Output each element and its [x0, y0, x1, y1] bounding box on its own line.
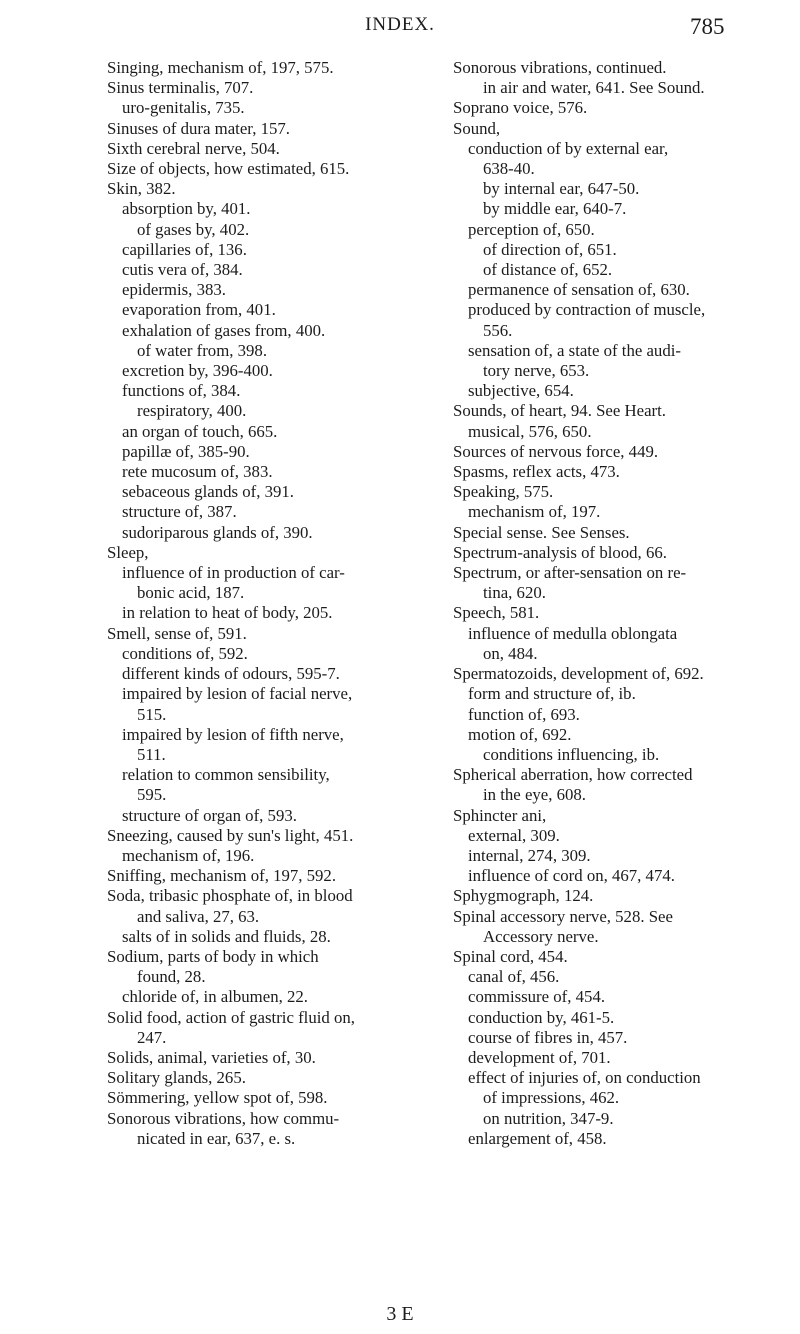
index-entry: of impressions, 462.: [483, 1088, 620, 1108]
index-entry: external, 309.: [468, 825, 560, 845]
index-entry: impaired by lesion of facial nerve,: [122, 684, 353, 704]
index-entry: Sömmering, yellow spot of, 598.: [107, 1088, 328, 1108]
index-entry: Smell, sense of, 591.: [107, 623, 247, 643]
index-entry: subjective, 654.: [468, 381, 574, 401]
index-entry: form and structure of, ib.: [468, 684, 636, 704]
index-entry: epidermis, 383.: [122, 280, 226, 300]
index-entry: Sounds, of heart, 94. See Heart.: [453, 401, 666, 421]
index-entry: Singing, mechanism of, 197, 575.: [107, 58, 334, 77]
index-entry: 247.: [137, 1027, 167, 1047]
index-entry: Spherical aberration, how corrected: [453, 765, 693, 785]
index-entry: function of, 693.: [468, 704, 580, 724]
index-entry: on nutrition, 347-9.: [483, 1108, 614, 1128]
index-entry: of direction of, 651.: [483, 239, 617, 259]
index-entry: evaporation from, 401.: [122, 300, 276, 320]
index-entry: chloride of, in albumen, 22.: [122, 987, 308, 1007]
index-entry: exhalation of gases from, 400.: [122, 320, 326, 340]
index-entry: on, 484.: [483, 643, 538, 663]
index-entry: sudoriparous glands of, 390.: [122, 522, 313, 542]
index-entry: Solid food, action of gastric fluid on,: [107, 1007, 355, 1027]
index-entry: course of fibres in, 457.: [468, 1027, 628, 1047]
index-entry: of distance of, 652.: [483, 260, 613, 280]
index-entry: Speech, 581.: [453, 603, 540, 623]
index-entry: Sodium, parts of body in which: [107, 946, 319, 966]
index-entry: Solids, animal, varieties of, 30.: [107, 1047, 316, 1067]
index-entry: uro-genitalis, 735.: [122, 98, 245, 118]
index-entry: Size of objects, how estimated, 615.: [107, 159, 350, 179]
index-entry: of water from, 398.: [137, 340, 268, 360]
index-entry: nicated in ear, 637, e. s.: [137, 1128, 296, 1148]
index-entry: influence of medulla oblongata: [468, 623, 678, 643]
running-header-title: INDEX.: [365, 14, 435, 35]
index-entry: Sonorous vibrations, continued.: [453, 58, 667, 77]
index-entry: 515.: [137, 704, 167, 724]
index-entry: conduction by, 461-5.: [468, 1007, 615, 1027]
index-entry: mechanism of, 196.: [122, 845, 255, 865]
index-column-right: [453, 58, 783, 1149]
index-entry: found, 28.: [137, 967, 206, 987]
index-entry: enlargement of, 458.: [468, 1128, 607, 1148]
index-entry: structure of, 387.: [122, 502, 237, 522]
index-entry: Sound,: [453, 118, 501, 138]
index-entry: motion of, 692.: [468, 724, 572, 744]
index-entry: rete mucosum of, 383.: [122, 462, 273, 482]
index-entry: Soda, tribasic phosphate of, in blood: [107, 886, 353, 906]
index-entry: commissure of, 454.: [468, 987, 606, 1007]
index-entry: Spinal cord, 454.: [453, 946, 568, 966]
index-entry: papillæ of, 385-90.: [122, 441, 250, 461]
index-entry: Sinus terminalis, 707.: [107, 78, 254, 98]
index-entry: in relation to heat of body, 205.: [122, 603, 333, 623]
index-entry: conditions of, 592.: [122, 643, 248, 663]
index-entry: permanence of sensation of, 630.: [468, 280, 690, 300]
index-entry: 638-40.: [483, 159, 535, 179]
page-number: 785: [690, 14, 725, 39]
index-entry: perception of, 650.: [468, 219, 595, 239]
index-entry: excretion by, 396-400.: [122, 361, 273, 381]
index-entry: in air and water, 641. See Sound.: [483, 78, 705, 98]
index-entry: Sixth cerebral nerve, 504.: [107, 138, 280, 158]
index-entry: Sources of nervous force, 449.: [453, 441, 659, 461]
index-entry: sensation of, a state of the audi-: [468, 340, 681, 360]
index-entry: conditions influencing, ib.: [483, 744, 660, 764]
index-entry: Soprano voice, 576.: [453, 98, 588, 118]
index-entry: structure of organ of, 593.: [122, 805, 297, 825]
index-entry: mechanism of, 197.: [468, 502, 601, 522]
index-column-left: [107, 58, 437, 1149]
index-entry: Solitary glands, 265.: [107, 1068, 246, 1088]
index-entry: 595.: [137, 785, 167, 805]
index-entry: relation to common sensibility,: [122, 765, 330, 785]
index-entry: Special sense. See Senses.: [453, 522, 630, 542]
index-entry: respiratory, 400.: [137, 401, 247, 421]
index-entry: Sleep,: [107, 542, 149, 562]
index-entry: Sphincter ani,: [453, 805, 547, 825]
index-entry: Spermatozoids, development of, 692.: [453, 664, 704, 684]
index-entry: produced by contraction of muscle,: [468, 300, 706, 320]
index-entry: Spectrum-analysis of blood, 66.: [453, 542, 667, 562]
index-entry: Speaking, 575.: [453, 482, 554, 502]
index-entry: capillaries of, 136.: [122, 239, 247, 259]
index-entry: conduction of by external ear,: [468, 138, 669, 158]
index-entry: and saliva, 27, 63.: [137, 906, 260, 926]
index-entry: canal of, 456.: [468, 967, 560, 987]
index-entry: Sonorous vibrations, how commu-: [107, 1108, 340, 1128]
index-entry: influence of cord on, 467, 474.: [468, 866, 675, 886]
index-entry: Spinal accessory nerve, 528. See: [453, 906, 673, 926]
index-entry: salts of in solids and fluids, 28.: [122, 926, 331, 946]
index-entry: 556.: [483, 320, 513, 340]
index-entry: tina, 620.: [483, 583, 546, 603]
index-entry: by middle ear, 640-7.: [483, 199, 627, 219]
index-entry: of gases by, 402.: [137, 219, 250, 239]
index-entry: Spectrum, or after-sensation on re-: [453, 563, 687, 583]
index-entry: effect of injuries of, on conduction: [468, 1068, 701, 1088]
index-entry: by internal ear, 647-50.: [483, 179, 640, 199]
index-entry: sebaceous glands of, 391.: [122, 482, 294, 502]
index-entry: internal, 274, 309.: [468, 845, 591, 865]
index-entry: bonic acid, 187.: [137, 583, 245, 603]
index-entry: Sphygmograph, 124.: [453, 886, 594, 906]
index-entry: musical, 576, 650.: [468, 421, 592, 441]
index-entry: functions of, 384.: [122, 381, 241, 401]
index-entry: 511.: [137, 744, 166, 764]
index-entry: Sneezing, caused by sun's light, 451.: [107, 825, 354, 845]
index-entry: influence of in production of car-: [122, 563, 345, 583]
index-entry: cutis vera of, 384.: [122, 260, 243, 280]
index-entry: absorption by, 401.: [122, 199, 251, 219]
index-entry: Sinuses of dura mater, 157.: [107, 118, 290, 138]
index-entry: Sniffing, mechanism of, 197, 592.: [107, 866, 337, 886]
index-entry: development of, 701.: [468, 1047, 611, 1067]
signature-mark: 3 E: [386, 1303, 414, 1325]
index-entry: in the eye, 608.: [483, 785, 586, 805]
index-entry: impaired by lesion of fifth nerve,: [122, 724, 344, 744]
index-entry: tory nerve, 653.: [483, 361, 590, 381]
index-entry: different kinds of odours, 595-7.: [122, 664, 340, 684]
index-entry: Skin, 382.: [107, 179, 176, 199]
index-entry: an organ of touch, 665.: [122, 421, 278, 441]
index-entry: Accessory nerve.: [483, 926, 599, 946]
index-entry: Spasms, reflex acts, 473.: [453, 462, 620, 482]
